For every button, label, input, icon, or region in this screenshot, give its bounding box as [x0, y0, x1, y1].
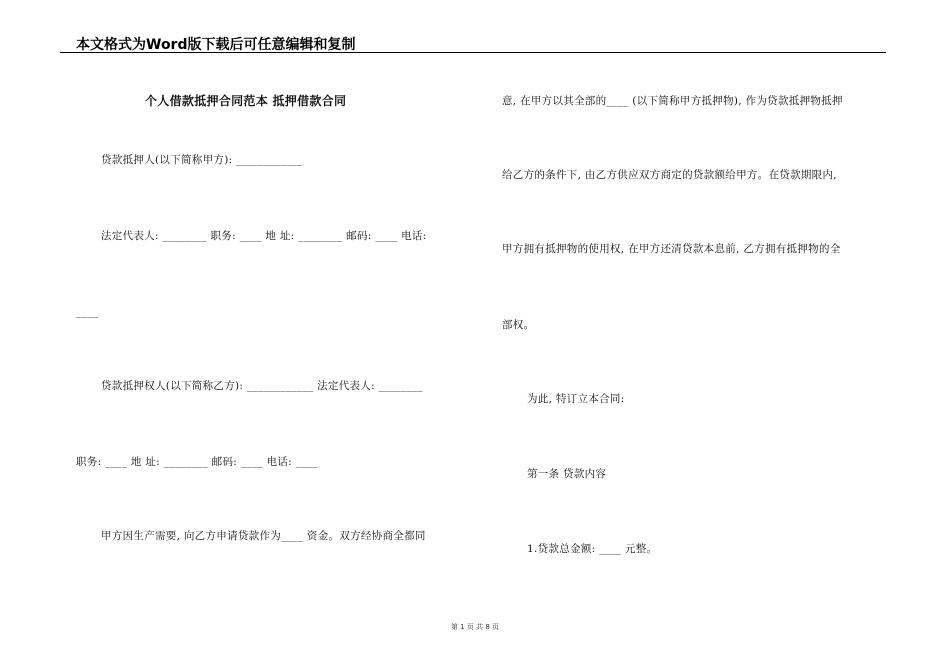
paragraph-line: 意, 在甲方以其全部的____ (以下简称甲方抵押物), 作为贷款抵押物抵押	[502, 95, 843, 107]
document-header: 本文格式为Word版下载后可任意编辑和复制	[76, 37, 356, 53]
paragraph-line: 法定代表人: ________ 职务: ____ 地 址: ________ 邮码: ____ 电话:	[101, 230, 427, 242]
paragraph-line: 甲方因生产需要, 向乙方申请贷款作为____ 资金。双方经协商全都同	[101, 530, 426, 542]
paragraph-line: 贷款抵押人(以下简称甲方): ____________	[101, 154, 303, 166]
paragraph-line: ____	[76, 306, 99, 318]
section-heading: 第一条 贷款内容	[527, 468, 607, 480]
paragraph-line: 1.贷款总金额: ____ 元整。	[527, 543, 658, 555]
header-divider	[60, 52, 886, 53]
paragraph-line: 职务: ____ 地 址: ________ 邮码: ____ 电话: ____	[76, 456, 318, 468]
paragraph-line: 甲方拥有抵押物的使用权, 在甲方还清贷款本息前, 乙方拥有抵押物的全	[502, 243, 841, 255]
paragraph-line: 给乙方的条件下, 由乙方供应双方商定的贷款额给甲方。在贷款期限内,	[502, 169, 837, 181]
paragraph-line: 为此, 特订立本合同:	[527, 393, 625, 405]
page-number: 第 1 页 共 8 页	[450, 623, 500, 631]
paragraph-line: 部权。	[502, 319, 535, 331]
document-title: 个人借款抵押合同范本 抵押借款合同	[145, 94, 347, 108]
paragraph-line: 贷款抵押权人(以下简称乙方): ____________ 法定代表人: ________	[101, 380, 423, 392]
